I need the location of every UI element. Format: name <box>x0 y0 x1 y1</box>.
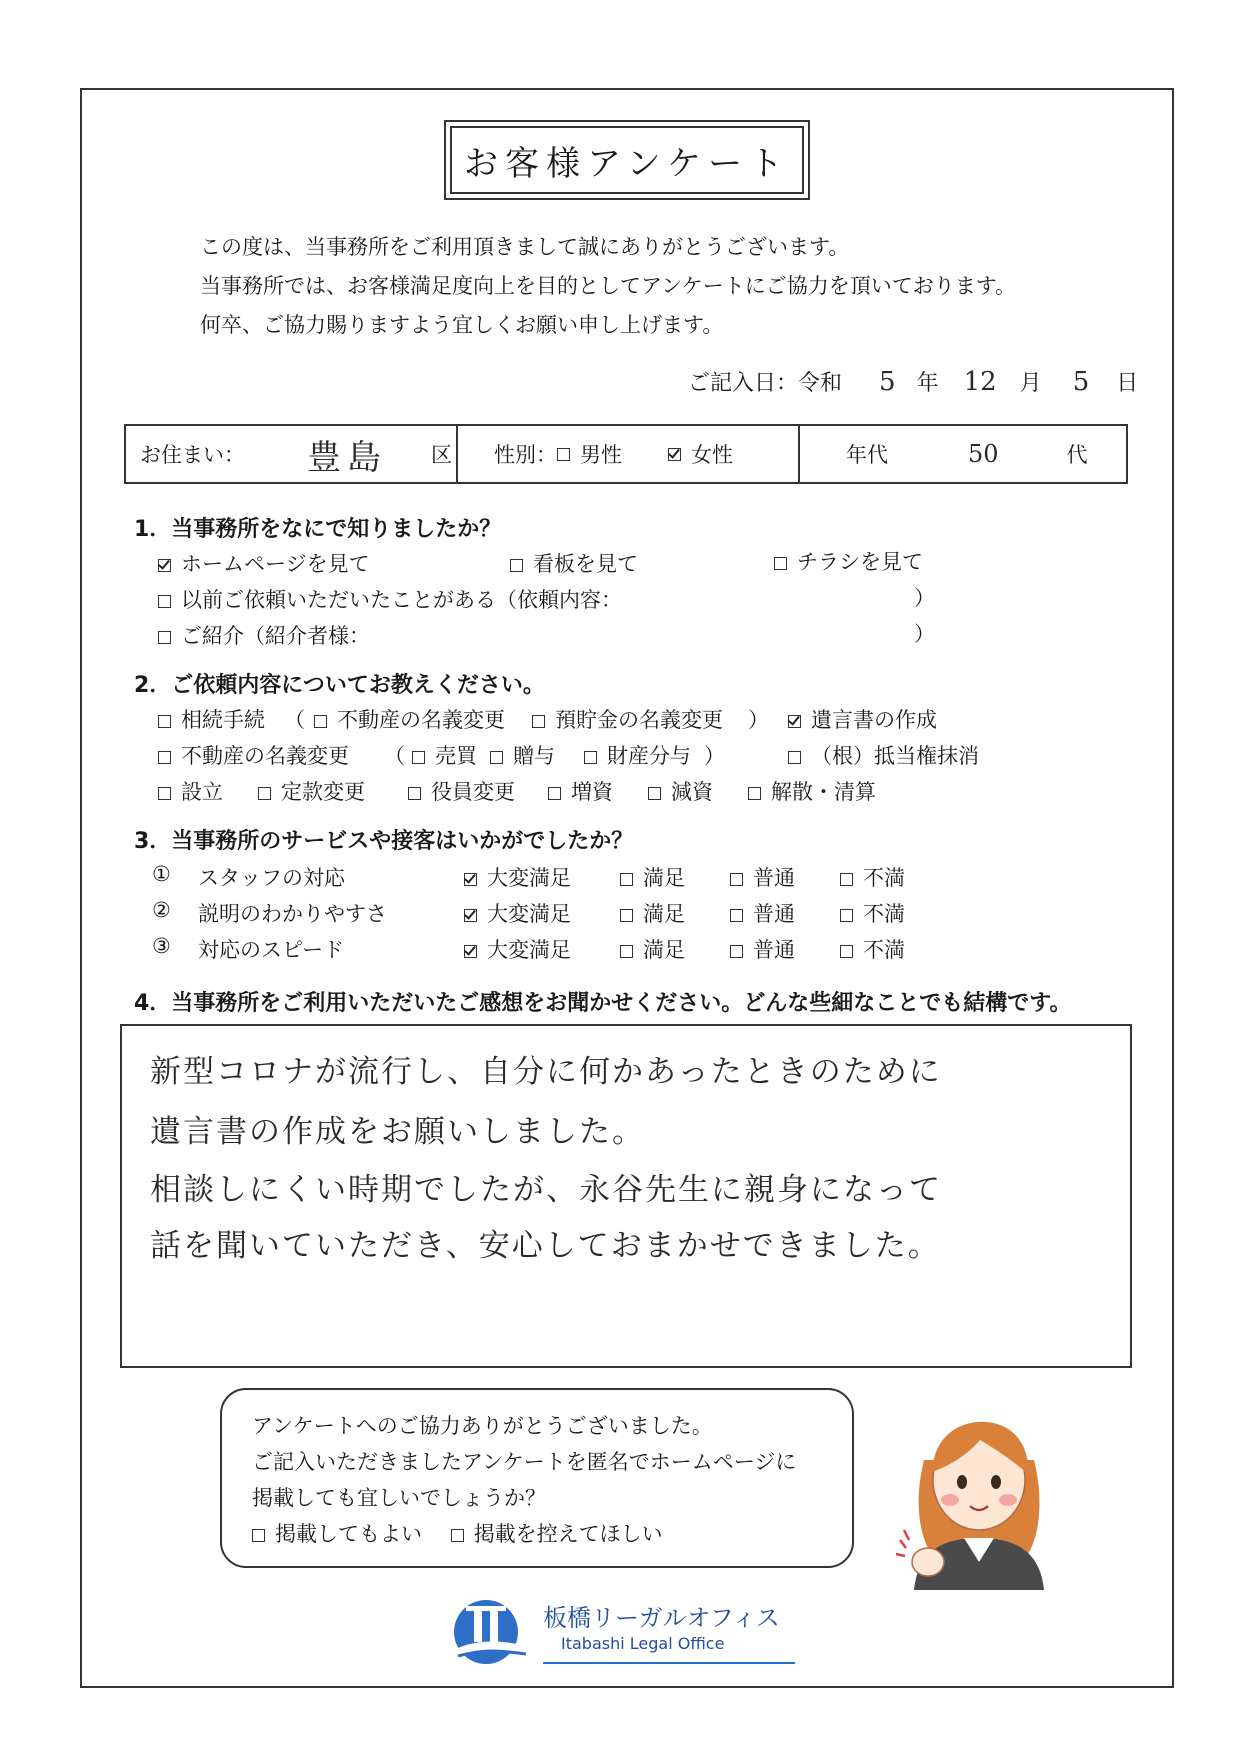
q3-rating-checkbox[interactable] <box>840 909 853 922</box>
publish-ok-checkbox[interactable] <box>252 1529 265 1542</box>
q2-officers-checkbox[interactable] <box>408 787 421 800</box>
intro-line: この度は、当事務所をご利用頂きまして誠にありがとうございます。 <box>200 235 850 259</box>
q3-heading: 3．当事務所のサービスや接客はいかがでしたか？ <box>134 829 634 854</box>
comment-line: 新型コロナが流行し、自分に何かあったときのために <box>150 1054 942 1090</box>
q2-row1-close-paren: ） <box>748 708 769 732</box>
q4-heading: 4．当事務所をご利用いただいたご感想をお聞かせください。どんな些細なことでも結構です。 <box>134 991 1072 1016</box>
title-box <box>444 120 810 200</box>
q3-rating-option[interactable] <box>620 934 685 964</box>
q3-rating-label: 不満 <box>863 866 905 890</box>
q3-rating-option[interactable] <box>730 934 795 964</box>
q2-mortgage-option[interactable] <box>788 740 979 770</box>
q1-previous-label: 以前ご依頼いただいたことがある（依頼内容： <box>181 588 622 612</box>
q2-dissolution-option[interactable] <box>748 776 876 806</box>
q2-heading: 2．ご依頼内容についてお教えください。 <box>134 673 545 698</box>
address-unit: 区 <box>431 443 452 467</box>
comment-line: 相談しにくい時期でしたが、永谷先生に親身になって <box>150 1172 942 1208</box>
q2-real-estate2-option[interactable] <box>158 740 349 770</box>
q2-officers-label: 役員変更 <box>431 780 515 804</box>
entry-date <box>688 366 1138 397</box>
q1-previous-checkbox[interactable] <box>158 595 171 608</box>
q2-dissolution-checkbox[interactable] <box>748 787 761 800</box>
q3-item-label: 対応のスピード <box>198 938 345 962</box>
office-name-ja: 板橋リーガルオフィス <box>543 1604 780 1632</box>
q2-dissolution-label: 解散・清算 <box>771 780 876 804</box>
q2-articles-label: 定款変更 <box>281 780 365 804</box>
q2-inheritance-checkbox[interactable] <box>158 715 171 728</box>
q2-division-label: 財産分与 <box>607 744 691 768</box>
q2-deposit-option[interactable] <box>532 704 723 734</box>
q3-rating-option[interactable] <box>620 898 685 928</box>
thanks-line: 掲載しても宜しいでしょうか？ <box>252 1486 546 1510</box>
q2-decrease-option[interactable] <box>648 776 713 806</box>
q3-rating-label: 不満 <box>863 902 905 926</box>
q1-flyer-option[interactable] <box>774 546 923 576</box>
q2-will-label: 遺言書の作成 <box>811 708 937 732</box>
date-year[interactable]: 5 <box>879 367 896 397</box>
q2-establish-label: 設立 <box>181 780 223 804</box>
q3-item-number: ③ <box>152 934 171 958</box>
intro-line: 当事務所では、お客様満足度向上を目的としてアンケートにご協力を頂いております。 <box>200 274 1017 298</box>
q3-rating-label: 大変満足 <box>487 902 571 926</box>
publish-ok-option[interactable] <box>252 1522 422 1546</box>
q3-rating-option[interactable] <box>730 898 795 928</box>
q2-deposit-checkbox[interactable] <box>532 715 545 728</box>
age-unit: 代 <box>1066 443 1088 467</box>
date-label: ご記入日：令和 <box>688 371 843 396</box>
q2-real-estate2-label: 不動産の名義変更 <box>181 744 349 768</box>
q2-sale-label: 売買 <box>435 744 477 768</box>
age-cell <box>800 426 1126 482</box>
q3-rating-label: 満足 <box>643 938 685 962</box>
q3-item-label: 説明のわかりやすさ <box>198 902 387 926</box>
q3-rating-checkbox[interactable] <box>464 909 477 922</box>
cheek-left <box>941 1494 959 1506</box>
address-cell <box>126 426 458 482</box>
q1-homepage-label: ホームページを見て <box>181 552 370 576</box>
q2-increase-label: 増資 <box>571 780 613 804</box>
q2-gift-label: 贈与 <box>513 744 555 768</box>
q2-inheritance-label: 相続手続 <box>181 708 265 732</box>
q1-referral-option[interactable] <box>158 620 370 650</box>
date-day[interactable]: 5 <box>1072 367 1090 397</box>
comment-line: 遺言書の作成をお願いしました。 <box>150 1114 645 1150</box>
q2-decrease-label: 減資 <box>671 780 713 804</box>
eye-left <box>957 1475 967 1489</box>
q1-homepage-option[interactable] <box>158 548 370 578</box>
q2-mortgage-label: （根）抵当権抹消 <box>811 744 979 768</box>
intro-line: 何卒、ご協力賜りますよう宜しくお願い申し上げます。 <box>200 313 724 337</box>
publish-ng-label: 掲載を控えてほしい <box>473 1522 663 1546</box>
q3-rating-option[interactable] <box>840 862 905 892</box>
age-value[interactable]: 50 <box>968 440 999 468</box>
office-name-en: Itabashi Legal Office <box>561 1634 725 1653</box>
q3-rating-checkbox[interactable] <box>840 873 853 886</box>
gender-male-checkbox[interactable] <box>557 448 570 461</box>
office-logo-icon <box>452 1596 532 1668</box>
q2-inheritance-option[interactable] <box>158 704 265 734</box>
date-day-unit: 日 <box>1116 371 1139 396</box>
q2-will-option[interactable] <box>788 704 937 734</box>
date-year-unit: 年 <box>916 371 939 396</box>
date-month-unit: 月 <box>1019 371 1042 396</box>
q3-rating-option[interactable] <box>840 934 905 964</box>
q3-rating-label: 普通 <box>753 938 795 962</box>
eye-right <box>991 1475 1001 1489</box>
q1-previous-option[interactable] <box>158 584 622 614</box>
q2-establish-checkbox[interactable] <box>158 787 171 800</box>
q3-rating-option[interactable] <box>464 934 571 964</box>
q3-rating-option[interactable] <box>840 898 905 928</box>
q2-increase-option[interactable] <box>548 776 613 806</box>
q2-division-checkbox[interactable] <box>584 751 597 764</box>
thanks-line: アンケートへのご協力ありがとうございました。 <box>252 1414 713 1438</box>
q2-row1-open-paren: （ <box>284 708 305 732</box>
q3-rating-label: 大変満足 <box>487 866 571 890</box>
sparkle-lines <box>896 1530 909 1556</box>
q2-row2-close-paren: ） <box>704 744 725 768</box>
cheek-right <box>999 1494 1017 1506</box>
q1-heading: 1．当事務所をなにで知りましたか？ <box>134 517 502 542</box>
comment-line: 話を聞いていただき、安心しておまかせできました。 <box>150 1228 941 1264</box>
q2-officers-option[interactable] <box>408 776 515 806</box>
q3-item-number: ① <box>152 862 171 886</box>
q3-rating-checkbox[interactable] <box>620 945 633 958</box>
q3-item-label: スタッフの対応 <box>198 866 345 890</box>
q2-increase-checkbox[interactable] <box>548 787 561 800</box>
q3-rating-label: 普通 <box>753 902 795 926</box>
q3-rating-label: 普通 <box>753 866 795 890</box>
q2-will-checkbox[interactable] <box>788 715 801 728</box>
gender-label: 性別： <box>494 443 557 467</box>
gender-male-label: 男性 <box>580 443 622 467</box>
q2-deposit-label: 預貯金の名義変更 <box>555 708 723 732</box>
q1-signboard-option[interactable] <box>510 548 638 578</box>
q2-articles-checkbox[interactable] <box>258 787 271 800</box>
q3-rating-checkbox[interactable] <box>464 945 477 958</box>
thanks-line: ご記入いただきましたアンケートを匿名でホームページに <box>252 1450 797 1474</box>
age-label: 年代 <box>846 443 888 467</box>
q2-real-estate-label: 不動産の名義変更 <box>337 708 505 732</box>
q3-rating-checkbox[interactable] <box>730 909 743 922</box>
q3-rating-label: 不満 <box>863 938 905 962</box>
q3-rating-option[interactable] <box>620 862 685 892</box>
q3-rating-label: 大変満足 <box>487 938 571 962</box>
q2-real-estate-option[interactable] <box>314 704 505 734</box>
q1-referral-checkbox[interactable] <box>158 631 171 644</box>
q1-previous-close: ） <box>914 586 935 610</box>
q2-gift-checkbox[interactable] <box>490 751 503 764</box>
q1-referral-close: ） <box>914 622 935 646</box>
q3-rating-checkbox[interactable] <box>620 873 633 886</box>
customer-info-row <box>124 424 1128 484</box>
q2-mortgage-checkbox[interactable] <box>788 751 801 764</box>
q3-rating-checkbox[interactable] <box>464 873 477 886</box>
date-month[interactable]: 12 <box>963 367 997 397</box>
q3-rating-checkbox[interactable] <box>620 909 633 922</box>
page-title: お客様アンケート <box>450 126 804 194</box>
q2-real-estate2-checkbox[interactable] <box>158 751 171 764</box>
gender-female-label: 女性 <box>691 443 733 467</box>
q2-division-option[interactable] <box>584 740 691 770</box>
staff-illustration <box>884 1390 1064 1590</box>
q3-rating-label: 満足 <box>643 902 685 926</box>
q2-establish-option[interactable] <box>158 776 223 806</box>
q3-item-number: ② <box>152 898 171 922</box>
address-value[interactable]: 豊島 <box>307 437 387 478</box>
q3-rating-option[interactable] <box>730 862 795 892</box>
publish-ok-label: 掲載してもよい <box>275 1522 422 1546</box>
q1-referral-label: ご紹介（紹介者様： <box>181 624 370 648</box>
q3-rating-option[interactable] <box>464 862 571 892</box>
publish-ng-checkbox[interactable] <box>451 1529 464 1542</box>
q1-signboard-label: 看板を見て <box>533 552 638 576</box>
q3-rating-checkbox[interactable] <box>730 873 743 886</box>
hand <box>912 1548 944 1576</box>
q2-gift-option[interactable] <box>490 740 555 770</box>
publish-consent-text <box>252 1408 796 1552</box>
q3-rating-option[interactable] <box>464 898 571 928</box>
q1-flyer-label: チラシを見て <box>797 550 923 574</box>
q1-homepage-checkbox[interactable] <box>158 559 171 572</box>
publish-ng-option[interactable] <box>451 1522 663 1546</box>
q2-sale-option[interactable] <box>412 740 477 770</box>
q2-real-estate-checkbox[interactable] <box>314 715 327 728</box>
q1-flyer-checkbox[interactable] <box>774 557 787 570</box>
gender-female-checkbox[interactable] <box>668 448 681 461</box>
q2-articles-option[interactable] <box>258 776 365 806</box>
q2-decrease-checkbox[interactable] <box>648 787 661 800</box>
q1-signboard-checkbox[interactable] <box>510 559 523 572</box>
q2-row2-open-paren: （ <box>384 744 405 768</box>
q2-sale-checkbox[interactable] <box>412 751 425 764</box>
gender-cell <box>458 426 800 482</box>
intro-text <box>200 228 1016 345</box>
q3-rating-label: 満足 <box>643 866 685 890</box>
logo-underline <box>543 1662 795 1664</box>
address-label: お住まい： <box>140 443 245 467</box>
q3-rating-checkbox[interactable] <box>840 945 853 958</box>
q3-rating-checkbox[interactable] <box>730 945 743 958</box>
